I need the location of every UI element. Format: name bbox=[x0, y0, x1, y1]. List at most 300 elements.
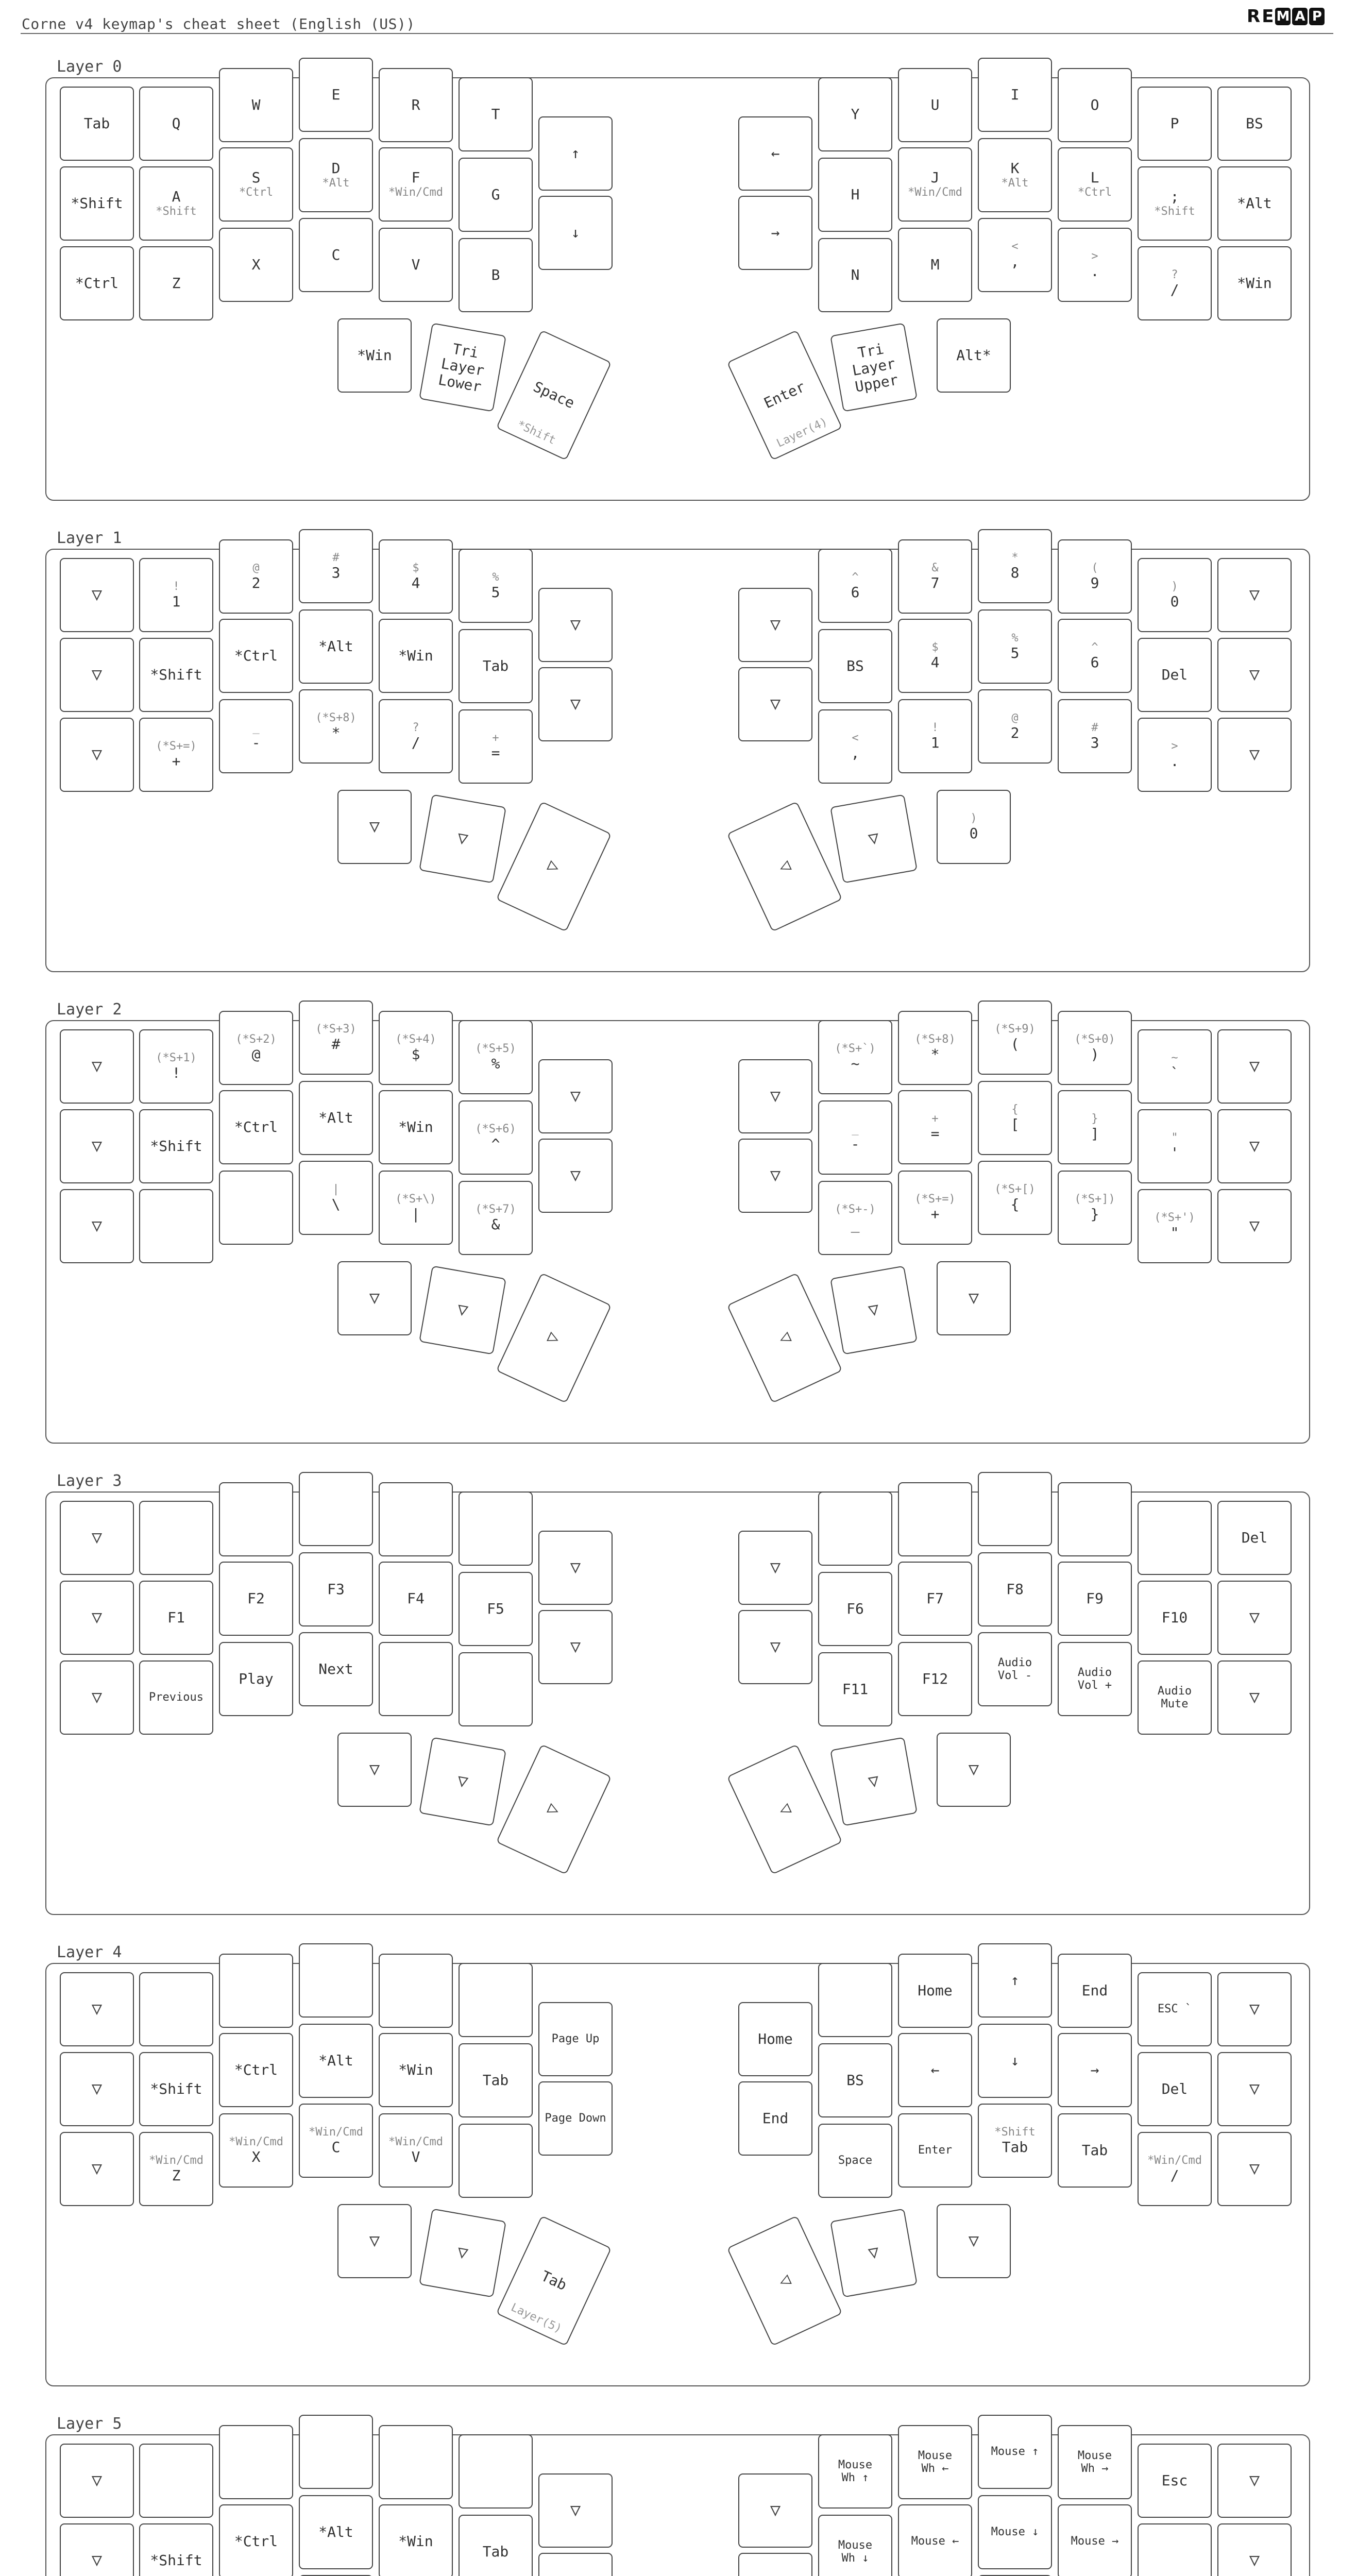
keycap bbox=[1138, 1660, 1212, 1735]
key-label: Home bbox=[918, 1981, 953, 1999]
key-alt-label: (*S+6) bbox=[475, 1123, 516, 1136]
keycap bbox=[738, 196, 812, 270]
keycap bbox=[818, 1963, 892, 2037]
transparent-key-icon: ▽ bbox=[1249, 664, 1260, 685]
keycap bbox=[219, 539, 293, 614]
keycap bbox=[1058, 1954, 1132, 2028]
keycap bbox=[60, 1501, 134, 1575]
key-label: % bbox=[491, 1055, 500, 1072]
keycap bbox=[1058, 1171, 1132, 1245]
key-hold-label: Layer(5) bbox=[508, 2301, 564, 2336]
key-alt-label: ! bbox=[173, 580, 180, 594]
key-alt-label: *Ctrl bbox=[1077, 186, 1112, 199]
keycap bbox=[139, 1972, 213, 2046]
keycap bbox=[60, 166, 134, 241]
keycap bbox=[299, 1081, 373, 1155]
keycap bbox=[818, 77, 892, 151]
keycap bbox=[60, 1189, 134, 1263]
keycap bbox=[1058, 2113, 1132, 2188]
keycap bbox=[139, 1109, 213, 1183]
key-label: 9 bbox=[1090, 574, 1099, 591]
keycap bbox=[1058, 228, 1132, 302]
keycap bbox=[379, 228, 453, 302]
keycap bbox=[139, 1029, 213, 1104]
keycap bbox=[898, 619, 972, 693]
keycap bbox=[898, 1011, 972, 1085]
keycap bbox=[219, 1562, 293, 1636]
keycap bbox=[219, 1954, 293, 2028]
key-label: Mouse Wh → bbox=[1077, 2449, 1112, 2475]
keycap bbox=[1217, 1501, 1292, 1575]
keycap bbox=[1138, 718, 1212, 792]
key-label: Mouse ← bbox=[911, 2535, 959, 2548]
key-label: Tab bbox=[1002, 2138, 1028, 2156]
key-alt-label: (*S+3) bbox=[315, 1023, 357, 1036]
keycap bbox=[219, 2504, 293, 2576]
keycap bbox=[139, 87, 213, 161]
key-label: ! bbox=[172, 1064, 181, 1081]
keycap bbox=[830, 323, 918, 412]
key-label: BS bbox=[846, 2071, 864, 2089]
keycap bbox=[978, 58, 1052, 132]
key-label: F9 bbox=[1086, 1589, 1104, 1607]
key-alt-label: *Shift bbox=[1154, 205, 1195, 218]
key-label: Enter bbox=[761, 378, 808, 412]
key-label: Mouse Wh ↓ bbox=[838, 2538, 873, 2565]
key-label: Esc bbox=[1161, 2471, 1188, 2489]
keycap bbox=[459, 1963, 533, 2037]
key-alt-label: (*S+4) bbox=[395, 1033, 436, 1046]
keycap bbox=[538, 2473, 613, 2548]
key-label: *Win bbox=[398, 2061, 433, 2078]
keycap bbox=[538, 2002, 613, 2076]
keycap bbox=[818, 2043, 892, 2117]
key-label: 6 bbox=[1090, 653, 1099, 671]
key-label: 8 bbox=[1010, 564, 1020, 581]
keycap bbox=[978, 218, 1052, 292]
key-label: . bbox=[1090, 262, 1099, 280]
key-label: Audio Vol + bbox=[1077, 1666, 1112, 1692]
transparent-key-icon: ▽ bbox=[369, 816, 380, 837]
key-label: Tri Layer Lower bbox=[437, 340, 486, 396]
keycap bbox=[538, 2553, 613, 2576]
keycap bbox=[818, 1492, 892, 1566]
key-label: 3 bbox=[331, 564, 341, 581]
keycap bbox=[1138, 166, 1212, 241]
key-label: C bbox=[331, 2138, 341, 2156]
keycap bbox=[978, 2104, 1052, 2178]
key-alt-label: $ bbox=[412, 562, 419, 575]
keycap bbox=[978, 1552, 1052, 1626]
keycap bbox=[299, 2024, 373, 2098]
key-label: O bbox=[1090, 96, 1099, 113]
key-label: Page Down bbox=[545, 2112, 606, 2125]
keycap bbox=[459, 1652, 533, 1726]
keycap bbox=[1217, 87, 1292, 161]
key-alt-label: $ bbox=[931, 641, 939, 654]
key-label: *Ctrl bbox=[75, 274, 119, 292]
key-label: F3 bbox=[327, 1580, 345, 1598]
key-label: End bbox=[1081, 1981, 1108, 1999]
transparent-key-icon: ▽ bbox=[570, 614, 581, 635]
keycap bbox=[898, 147, 972, 222]
keycap bbox=[1058, 1642, 1132, 1716]
key-label: ] bbox=[1090, 1125, 1099, 1142]
transparent-key-icon: ▽ bbox=[1249, 584, 1260, 605]
key-alt-label: (*S+=) bbox=[914, 1193, 956, 1206]
keycap bbox=[219, 1482, 293, 1556]
key-alt-label: + bbox=[931, 1112, 939, 1126]
keycap bbox=[1058, 1011, 1132, 1085]
keycap bbox=[1058, 1482, 1132, 1556]
transparent-key-icon: ▽ bbox=[570, 1636, 581, 1657]
transparent-key-icon: ▽ bbox=[968, 2230, 979, 2251]
key-label: F4 bbox=[407, 1589, 425, 1607]
keycap bbox=[978, 1081, 1052, 1155]
keycap bbox=[299, 689, 373, 764]
key-label: G bbox=[491, 185, 500, 203]
keycap bbox=[60, 1029, 134, 1104]
layer-title: Layer 0 bbox=[57, 58, 122, 76]
keycap bbox=[1058, 1562, 1132, 1636]
logo-letter: M bbox=[1275, 8, 1291, 25]
keycap bbox=[379, 1954, 453, 2028]
key-label: H bbox=[851, 185, 860, 203]
key-label: *Ctrl bbox=[234, 2061, 278, 2078]
transparent-key-icon: ▽ bbox=[570, 1165, 581, 1186]
keycap bbox=[337, 790, 412, 864]
keycap bbox=[1058, 619, 1132, 693]
key-alt-label: *Win/Cmd bbox=[149, 2154, 203, 2167]
keycap bbox=[1217, 246, 1292, 320]
key-alt-label: ^ bbox=[852, 571, 859, 584]
keycap bbox=[379, 68, 453, 142]
keycap bbox=[219, 1642, 293, 1716]
keycap bbox=[459, 238, 533, 312]
key-alt-label: (*S+8) bbox=[315, 711, 357, 725]
key-label: 2 bbox=[251, 574, 261, 591]
keycap bbox=[139, 558, 213, 632]
keycap bbox=[299, 218, 373, 292]
transparent-key-icon: ▽ bbox=[570, 1557, 581, 1578]
keycap bbox=[818, 1652, 892, 1726]
key-label: *Shift bbox=[150, 2080, 202, 2097]
keycap bbox=[898, 699, 972, 773]
key-label: & bbox=[491, 1215, 500, 1233]
key-label: / bbox=[411, 734, 420, 751]
transparent-key-icon: ▽ bbox=[1249, 1215, 1260, 1236]
key-alt-label: # bbox=[332, 551, 340, 565]
key-label: = bbox=[491, 744, 500, 761]
keycap bbox=[538, 2081, 613, 2156]
key-label: @ bbox=[251, 1045, 261, 1063]
keycap bbox=[818, 1100, 892, 1175]
key-label: * bbox=[331, 724, 341, 741]
keycap bbox=[139, 718, 213, 792]
key-label: = bbox=[930, 1125, 940, 1142]
keycap bbox=[898, 68, 972, 142]
key-label: *Win bbox=[398, 647, 433, 664]
keycap bbox=[60, 2444, 134, 2518]
keycap bbox=[1138, 87, 1212, 161]
key-label: . bbox=[1170, 752, 1179, 770]
transparent-key-icon: ▽ bbox=[1249, 1687, 1260, 1708]
keycap bbox=[139, 246, 213, 320]
transparent-key-icon: ▽ bbox=[770, 2500, 781, 2521]
keycap bbox=[299, 529, 373, 603]
key-alt-label: _ bbox=[852, 1123, 859, 1136]
key-alt-label: *Win/Cmd bbox=[388, 186, 443, 199]
key-label: A bbox=[172, 188, 181, 206]
keycap bbox=[1217, 2132, 1292, 2206]
key-label: F5 bbox=[487, 1600, 504, 1617]
transparent-key-icon: ▽ bbox=[1249, 2550, 1260, 2571]
keycap bbox=[898, 228, 972, 302]
keycap bbox=[738, 588, 812, 662]
keycap bbox=[419, 323, 506, 412]
keycap bbox=[738, 2002, 812, 2076]
keycap bbox=[538, 667, 613, 741]
keycap bbox=[937, 318, 1011, 393]
key-label: *Win bbox=[398, 1118, 433, 1136]
key-label: Q bbox=[172, 114, 181, 132]
key-label: F2 bbox=[247, 1589, 265, 1607]
keycap bbox=[538, 1139, 613, 1213]
key-label: L bbox=[1090, 169, 1099, 187]
logo-letter: A bbox=[1292, 8, 1308, 25]
keycap bbox=[299, 58, 373, 132]
keycap bbox=[219, 619, 293, 693]
transparent-key-icon: ▽ bbox=[1249, 1136, 1260, 1157]
keycap bbox=[60, 246, 134, 320]
transparent-key-icon: ◁ bbox=[775, 1798, 794, 1821]
key-label: - bbox=[851, 1135, 860, 1153]
keycap bbox=[299, 609, 373, 684]
keycap bbox=[937, 790, 1011, 864]
key-label: _ bbox=[851, 1215, 860, 1233]
transparent-key-icon: ▽ bbox=[770, 1557, 781, 1578]
key-alt-label: (*S+0) bbox=[1074, 1033, 1115, 1046]
key-label: Space bbox=[531, 378, 578, 412]
key-label: V bbox=[411, 256, 420, 273]
transparent-key-icon: ◁ bbox=[775, 855, 794, 878]
keycap bbox=[978, 2024, 1052, 2098]
key-label: Space bbox=[838, 2154, 873, 2167]
key-alt-label: (*S+') bbox=[1154, 1211, 1195, 1225]
key-alt-label: (*S+5) bbox=[475, 1042, 516, 1056]
keycap bbox=[419, 1737, 506, 1826]
key-label: / bbox=[1170, 2166, 1179, 2184]
keycap bbox=[299, 1632, 373, 1706]
transparent-key-icon: ▽ bbox=[1249, 2078, 1260, 2099]
key-alt-label: # bbox=[1091, 721, 1098, 735]
key-label: ESC ` bbox=[1157, 2003, 1192, 2016]
keycap bbox=[139, 1581, 213, 1655]
key-label: BS bbox=[846, 657, 864, 674]
key-label: \ bbox=[331, 1195, 341, 1213]
key-alt-label: (*S+=) bbox=[156, 740, 197, 753]
keycap bbox=[459, 158, 533, 232]
key-alt-label: (*S+[) bbox=[994, 1183, 1036, 1196]
key-alt-label: ) bbox=[1171, 580, 1178, 594]
key-label: ↑ bbox=[571, 144, 580, 162]
transparent-key-icon: ▷ bbox=[545, 1798, 563, 1821]
key-alt-label: (*S+]) bbox=[1074, 1193, 1115, 1206]
transparent-key-icon: ▽ bbox=[91, 2158, 103, 2179]
keycap bbox=[978, 2495, 1052, 2569]
key-label: B bbox=[491, 266, 500, 283]
keycap bbox=[419, 1265, 506, 1354]
key-alt-label: (*S+2) bbox=[235, 1033, 277, 1046]
keycap bbox=[738, 2553, 812, 2576]
transparent-key-icon: ▽ bbox=[770, 1165, 781, 1186]
transparent-key-icon: ▽ bbox=[570, 1086, 581, 1107]
transparent-key-icon: ▽ bbox=[91, 1527, 103, 1548]
keycap bbox=[978, 138, 1052, 212]
transparent-key-icon: ▽ bbox=[455, 2241, 470, 2264]
keycap bbox=[379, 699, 453, 773]
keycap bbox=[898, 1171, 972, 1245]
key-hold-label: Layer(4) bbox=[774, 415, 830, 450]
key-label: F12 bbox=[922, 1670, 948, 1687]
key-label: " bbox=[1170, 1224, 1179, 1241]
keycap bbox=[1058, 539, 1132, 614]
keycap bbox=[1138, 2132, 1212, 2206]
keycap bbox=[1217, 1109, 1292, 1183]
keycap bbox=[738, 1610, 812, 1684]
key-label: End bbox=[762, 2109, 789, 2127]
keycap bbox=[219, 2113, 293, 2188]
key-label: | bbox=[411, 1205, 420, 1223]
key-label: *Win bbox=[357, 346, 392, 364]
keycap bbox=[459, 709, 533, 784]
key-alt-label: *Win/Cmd bbox=[908, 186, 962, 199]
keycap bbox=[379, 1482, 453, 1556]
key-label: ( bbox=[1010, 1035, 1020, 1053]
keycap bbox=[219, 228, 293, 302]
key-alt-label: *Win/Cmd bbox=[229, 2136, 283, 2149]
keycap bbox=[830, 2208, 918, 2297]
keycap bbox=[1217, 166, 1292, 241]
keycap bbox=[538, 1610, 613, 1684]
key-label: Tab bbox=[482, 2071, 509, 2089]
keycap bbox=[1217, 1581, 1292, 1655]
key-label: Tab bbox=[482, 2543, 509, 2560]
key-alt-label: ~ bbox=[1171, 1052, 1178, 1065]
keycap bbox=[1138, 1581, 1212, 1655]
keycap bbox=[337, 2204, 412, 2278]
transparent-key-icon: ▽ bbox=[867, 1770, 881, 1792]
transparent-key-icon: ▽ bbox=[91, 1607, 103, 1628]
keycap bbox=[219, 2033, 293, 2107]
key-alt-label: | bbox=[332, 1183, 340, 1196]
transparent-key-icon: ▽ bbox=[570, 693, 581, 715]
keycap bbox=[139, 2444, 213, 2518]
keycap bbox=[738, 1139, 812, 1213]
keycap bbox=[60, 2523, 134, 2576]
header-divider bbox=[21, 33, 1333, 34]
keycap bbox=[898, 1562, 972, 1636]
key-label: - bbox=[251, 734, 261, 751]
key-label: [ bbox=[1010, 1115, 1020, 1133]
transparent-key-icon: ▽ bbox=[91, 2078, 103, 2099]
key-label: C bbox=[331, 246, 341, 263]
key-alt-label: (*S+9) bbox=[994, 1023, 1036, 1036]
key-alt-label: % bbox=[492, 571, 499, 584]
keycap bbox=[1217, 1660, 1292, 1735]
keycap bbox=[379, 1011, 453, 1085]
key-label: F bbox=[411, 169, 420, 187]
key-alt-label: } bbox=[1091, 1112, 1098, 1126]
keycap bbox=[1138, 2052, 1212, 2126]
keycap bbox=[738, 667, 812, 741]
key-alt-label: ) bbox=[970, 812, 977, 825]
keycap bbox=[738, 2473, 812, 2548]
key-label: *Win bbox=[398, 2532, 433, 2550]
key-label: + bbox=[930, 1205, 940, 1223]
keycap bbox=[219, 1090, 293, 1164]
key-label: *Shift bbox=[150, 2551, 202, 2569]
keycap bbox=[1138, 1972, 1212, 2046]
keycap bbox=[898, 2113, 972, 2188]
keycap bbox=[337, 318, 412, 393]
transparent-key-icon: ▽ bbox=[1249, 2158, 1260, 2179]
key-alt-label: *Shift bbox=[994, 2126, 1036, 2139]
layer-title: Layer 4 bbox=[57, 1943, 122, 1961]
keycap bbox=[818, 1572, 892, 1646]
transparent-key-icon: ▽ bbox=[1249, 1607, 1260, 1628]
key-label: Mouse → bbox=[1071, 2535, 1119, 2548]
key-label: $ bbox=[411, 1045, 420, 1063]
key-label: *Alt bbox=[318, 1109, 353, 1126]
keycap bbox=[337, 1261, 412, 1335]
keycap bbox=[459, 1100, 533, 1175]
keycap bbox=[898, 1482, 972, 1556]
keycap bbox=[337, 1733, 412, 1807]
keycap bbox=[937, 2204, 1011, 2278]
key-label: P bbox=[1170, 114, 1179, 132]
keycap bbox=[459, 2043, 533, 2117]
key-label: 4 bbox=[411, 574, 420, 591]
transparent-key-icon: ▽ bbox=[867, 827, 881, 850]
key-label: ) bbox=[1090, 1045, 1099, 1063]
keycap bbox=[1058, 2425, 1132, 2499]
keycap bbox=[60, 718, 134, 792]
key-alt-label: ? bbox=[412, 721, 419, 735]
keycap bbox=[419, 794, 506, 883]
key-alt-label: (*S+1) bbox=[156, 1052, 197, 1065]
key-label: Page Up bbox=[551, 2032, 600, 2046]
keycap bbox=[978, 1161, 1052, 1235]
key-label: W bbox=[251, 96, 261, 113]
key-label: Tab bbox=[83, 114, 110, 132]
key-label: K bbox=[1010, 160, 1020, 177]
key-label: E bbox=[331, 86, 341, 103]
keycap bbox=[379, 2113, 453, 2188]
keycap bbox=[830, 794, 918, 883]
key-label: Tri Layer Upper bbox=[851, 340, 900, 396]
key-alt-label: < bbox=[852, 732, 859, 745]
key-label: } bbox=[1090, 1205, 1099, 1223]
key-label: *Alt bbox=[318, 637, 353, 655]
keycap bbox=[898, 1954, 972, 2028]
keycap bbox=[738, 1059, 812, 1133]
key-label: Mouse Wh ↑ bbox=[838, 2458, 873, 2484]
keycap bbox=[538, 1059, 613, 1133]
keycap bbox=[379, 2504, 453, 2576]
keycap bbox=[1217, 1972, 1292, 2046]
key-label: Alt* bbox=[956, 346, 991, 364]
